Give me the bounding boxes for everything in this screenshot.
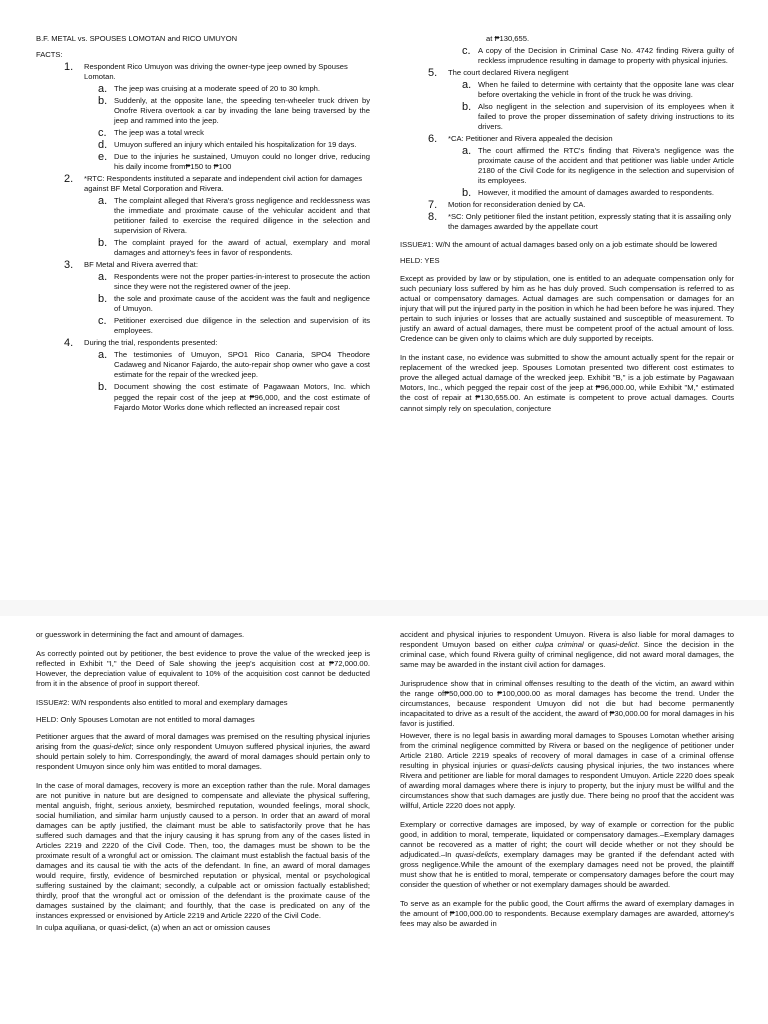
subitem-marker: c. bbox=[98, 315, 107, 328]
page1-right-column bbox=[400, 34, 734, 596]
paragraph bbox=[400, 820, 734, 890]
italic-term: quasi-delicts bbox=[511, 761, 554, 771]
fact-item bbox=[400, 68, 734, 132]
italic-term: quasi-delict bbox=[598, 640, 638, 650]
page1-left-column bbox=[36, 34, 370, 596]
text-run: or bbox=[583, 640, 599, 650]
document-page-2 bbox=[0, 616, 768, 1024]
subitem-text: A copy of the Decision in Criminal Case No. 4742 finding Rivera guilty of reckless imprudence resulting in damage to property with physical injuries. bbox=[478, 46, 734, 66]
fact-text: *CA: Petitioner and Rivera appealed the decision bbox=[448, 134, 613, 144]
case-title: B.F. METAL vs. SPOUSES LOMOTAN and RICO UMUYON bbox=[36, 34, 238, 43]
fact-text: BF Metal and Rivera averred that: bbox=[84, 260, 198, 270]
subitem-marker: a. bbox=[98, 195, 108, 208]
fact-subitem bbox=[448, 146, 734, 186]
held-1: HELD: YES bbox=[400, 256, 440, 266]
fact-item bbox=[36, 260, 370, 336]
fact-subitem bbox=[84, 238, 370, 258]
subitem-text: The jeep was cruising at a moderate speed of 20 to 30 kmph. bbox=[114, 84, 320, 94]
issue-2: ISSUE#2: W/N respondents also entitled to moral and exemplary damages bbox=[36, 698, 288, 708]
subitem-text: Respondents were not the proper parties-in-interest to prosecute the action since they were not the registered owner of the jeep. bbox=[114, 272, 370, 292]
page2-left-column bbox=[36, 630, 370, 1024]
subitem-marker: c. bbox=[462, 45, 471, 58]
issue-1: ISSUE#1: W/N the amount of actual damages based only on a job estimate should be lowered bbox=[400, 240, 718, 250]
paragraph bbox=[400, 731, 734, 811]
fact-sublist bbox=[84, 272, 370, 336]
paragraph bbox=[400, 630, 734, 670]
subitem-text: The complaint alleged that Rivera's gross negligence and recklessness was the immediate and proximate cause of the vehicular accident and that petitioner failed to exercise the required diligence in the selection and supervision of Rivera. bbox=[114, 196, 370, 236]
facts-list-left bbox=[36, 62, 370, 413]
subitem-marker: a. bbox=[98, 271, 108, 284]
fact-subitem bbox=[84, 152, 370, 172]
fact-item bbox=[400, 212, 734, 232]
fact-text: During the trial, respondents presented: bbox=[84, 338, 218, 348]
subitem-marker: b. bbox=[98, 381, 108, 394]
subitem-text: Petitioner exercised due diligence in the selection and supervision of its employees. bbox=[114, 316, 370, 336]
fact-text: Motion for reconsideration denied by CA. bbox=[448, 200, 586, 210]
fact-number: 1. bbox=[64, 61, 74, 74]
fact-subitem bbox=[448, 188, 734, 198]
subitem-marker: a. bbox=[98, 349, 108, 362]
fact-number: 4. bbox=[64, 337, 74, 350]
fact-number: 7. bbox=[428, 199, 438, 212]
paragraph: To serve as an example for the public good, the Court affirms the award of exemplary damages in the amount of ₱100,000.00 to respondents. Because exemplary damages are awarded, attorney's fees may also be awarded in bbox=[400, 899, 734, 929]
fact-subitem bbox=[448, 80, 734, 100]
fact-subitem bbox=[84, 382, 370, 412]
fact-text: Respondent Rico Umuyon was driving the owner-type jeep owned by Spouses Lomotan. bbox=[84, 62, 348, 82]
subitem-text: However, it modified the amount of damages awarded to respondents. bbox=[478, 188, 714, 198]
paragraph: In culpa aquiliana, or quasi-delict, (a) when an act or omission causes bbox=[36, 923, 271, 933]
subitem-text: The testimonies of Umuyon, SPO1 Rico Canaria, SPO4 Theodore Cadaweg and Nicanor Fajardo, the auto-repair shop owner who gave a cost estimate for the repair of the wrecked jeep. bbox=[114, 350, 370, 380]
subitem-text: The jeep was a total wreck bbox=[114, 128, 204, 138]
fact-sublist bbox=[84, 196, 370, 258]
subitem-marker: b. bbox=[98, 237, 108, 250]
fact-sublist bbox=[448, 80, 734, 132]
page2-right-column bbox=[400, 630, 734, 1024]
subitem-marker: a. bbox=[462, 145, 472, 158]
fact-item bbox=[36, 338, 370, 412]
text-run: Exemplary or corrective damages are imposed, by way of example or correction for the public good, in addition to moral, temperate, liquidated or compensatory damages.–Exemplary damages cannot be recovered as a matter of right; the court will decide whether or not they should be adjudicated.–In bbox=[400, 820, 734, 860]
fact-subitem bbox=[84, 316, 370, 336]
subitem-text: Umuyon suffered an injury which entailed his hospitalization for 19 days. bbox=[114, 140, 357, 150]
subitem-text: the sole and proximate cause of the accident was the fault and negligence of Umuyon. bbox=[114, 294, 370, 314]
subitem-marker: b. bbox=[98, 95, 108, 108]
subitem-text: When he failed to determine with certainty that the opposite lane was clear before overtaking the vehicle in front of the truck he was driving. bbox=[478, 80, 734, 100]
paragraph: As correctly pointed out by petitioner, the best evidence to prove the value of the wrecked jeep is reflected in Exhibit "I," the Deed of Sale showing the jeep's acquisition cost at ₱72,000.00. However, the depreciation value of equivalent to 10% of the acquisition cost cannot be deducted from it in the absence of proof in support thereof. bbox=[36, 649, 370, 689]
fact-sublist bbox=[84, 350, 370, 412]
text-run: causing physical injuries, the two instances where Rivera and petitioner are liable for moral damages to respondent Umuyon. Article 2220 does speak of awarding moral damages where there is injury to property, but the injury must be willful and the circumstances show that such damages are justly due. There being no proof that the accident was willful, Article 2220 does not apply. bbox=[400, 761, 734, 811]
text-run: accident and physical injuries to respondent Umuyon. Rivera is also liable for moral damages to respondent Umuyon based on either bbox=[400, 630, 734, 650]
fact-subitem bbox=[84, 196, 370, 236]
fact-subitem bbox=[84, 140, 370, 150]
paragraph: In the instant case, no evidence was submitted to show the amount actually spent for the repair or replacement of the wrecked jeep. Spouses Lomotan presented two different cost estimates to prove the alleged actual damage of the wrecked jeep. Exhibit "B," is a job estimate by Pagawaan Motors, Inc., which pegged the repair cost of the jeep at ₱96,000.00, while Exhibit "M," estimated the cost of repair at ₱130,655.00. An estimate is competent to prove actual damages. Courts cannot simply rely on speculation, conjecture bbox=[400, 353, 734, 413]
fact-subitem bbox=[84, 84, 370, 94]
fact-item bbox=[36, 174, 370, 258]
paragraph: Except as provided by law or by stipulation, one is entitled to an adequate compensation only for such pecuniary loss suffered by him as he has duly proved. Such compensation is referred to as actual or compensatory damages. Actual damages are such compensation or damages for an injury that will put the injured party in the position in which he had been before he was injured. They pertain to such injuries or losses that are actually sustained and susceptible of measurement. To justify an award of actual damages, there must be competent proof of the actual amount of loss. Credence can be given only to claims which are duly supported by receipts. bbox=[400, 274, 734, 344]
subitem-text: Also negligent in the selection and supervision of its employees when it failed to prove the proper dissemination of safety driving instructions to its drivers. bbox=[478, 102, 734, 132]
text-run: ; since only respondent Umuyon suffered physical injuries, the award should pertain solely to him. Correspondingly, the award of moral damages should pertain only to respondent Umuyon since only him was entitled to moral damages. bbox=[36, 742, 370, 772]
paragraph: In the case of moral damages, recovery is more an exception rather than the rule. Moral damages are not punitive in nature but are designed to compensate and alleviate the physical suffering, mental anguish, fright, serious anxiety, besmirched reputation, wounded feelings, moral shock, social humiliation, and similar harm unjustly caused to a person. In order that an award of moral damages can be aptly justified, the claimant must be able to satisfactorily prove that he has suffered such damages and that the injury causing it has sprung from any of the cases listed in Articles 2219 and 2220 of the Civil Code. Then, too, the damages must be shown to be the proximate result of a wrongful act or omission. The claimant must establish the factual basis of the damages and its causal tie with the acts of the defendant. In fine, an award of moral damages would require, firstly, evidence of besmirched reputation or physical, mental or psychological suffering sustained by the claimant; secondly, a culpable act or omission factually established; thirdly, proof that the wrongful act or omission of the defendant is the proximate cause of the damages sustained by the claimant; and fourthly, that the case is predicated on any of the instances expressed or envisioned by Article 2219 and Article 2220 of the Civil Code. bbox=[36, 781, 370, 921]
subitem-marker: a. bbox=[462, 79, 472, 92]
fact-subitem bbox=[84, 294, 370, 314]
fact-number: 5. bbox=[428, 67, 438, 80]
subitem-text: The court affirmed the RTC's finding that Rivera's negligence was the proximate cause of the accident and that petitioner was liable under Article 2180 of the Civil Code for its negligence in the selection and supervision of its employees. bbox=[478, 146, 734, 186]
paragraph bbox=[36, 732, 370, 772]
subitem-marker: b. bbox=[462, 187, 472, 200]
fact-sublist bbox=[84, 84, 370, 172]
fact-text: *RTC: Respondents instituted a separate and independent civil action for damages against BF Metal Corporation and Rivera. bbox=[84, 174, 363, 194]
facts-list-right bbox=[400, 68, 734, 232]
fact-number: 2. bbox=[64, 173, 74, 186]
subitem-marker: b. bbox=[462, 101, 472, 114]
fact-number: 8. bbox=[428, 211, 438, 224]
subitem-marker: b. bbox=[98, 293, 108, 306]
fact-subitem bbox=[84, 128, 370, 138]
paragraph: or guesswork in determining the fact and amount of damages. bbox=[36, 630, 245, 639]
subitem-marker: d. bbox=[98, 139, 108, 152]
fact-item bbox=[400, 134, 734, 198]
subitem-marker: c. bbox=[98, 127, 107, 140]
fact-text: *SC: Only petitioner filed the instant petition, expressly stating that it is assailing only the damages awarded by the appellate court bbox=[448, 212, 732, 232]
text-run: . Since the decision in the criminal case, which found Rivera guilty of criminal negligence, did not award moral damages, the same may be awarded in the instant civil action for damages. bbox=[400, 640, 734, 670]
subitem-text: Suddenly, at the opposite lane, the speeding ten-wheeler truck driven by Onofre Rivera overtook a car by invading the lane being traversed by the jeep and rammed into the jeep. bbox=[114, 96, 370, 126]
fact-text: The court declared Rivera negligent bbox=[448, 68, 569, 78]
italic-term: quasi-delicts bbox=[455, 850, 498, 860]
subitem-text: Document showing the cost estimate of Pagawaan Motors, Inc. which pegged the repair cost of the jeep at ₱96,000, and the cost estimate of Fajardo Motor Works done which reflected an increased repair cost bbox=[114, 382, 370, 412]
fact-number: 6. bbox=[428, 133, 438, 146]
fact-number: 3. bbox=[64, 259, 74, 272]
continued-text: at ₱130,655. bbox=[486, 34, 530, 43]
held-2: HELD: Only Spouses Lomotan are not entitled to moral damages bbox=[36, 715, 255, 725]
fact-subitem bbox=[84, 350, 370, 380]
subitem-marker: e. bbox=[98, 151, 108, 164]
fact-item bbox=[36, 62, 370, 172]
italic-term: quasi-delict bbox=[92, 742, 132, 752]
fact-item bbox=[400, 200, 734, 210]
facts-sublist-continued bbox=[448, 46, 734, 66]
fact-subitem bbox=[448, 46, 734, 66]
fact-sublist bbox=[448, 146, 734, 198]
paragraph: Jurisprudence show that in criminal offenses resulting to the death of the victim, an award within the range of₱50,000.00 to ₱100,000.00 as moral damages has become the trend. Under the circumstances, because respondent Umuyon did not die but had become permanently incapacitated to drive as a result of the accident, the award of ₱30,000.00 for moral damages in his favor is justified. bbox=[400, 679, 734, 729]
facts-heading: FACTS: bbox=[36, 50, 63, 60]
subitem-text: Due to the injuries he sustained, Umuyon could no longer drive, reducing his daily income from₱150 to ₱100 bbox=[114, 152, 370, 172]
subitem-text: The complaint prayed for the award of actual, exemplary and moral damages and attorney's fees in favor of respondents. bbox=[114, 238, 370, 258]
fact-subitem bbox=[448, 102, 734, 132]
text-run: , exemplary damages may be granted if the defendant acted with gross negligence.While the amount of the exemplary damages need not be proved, the plaintiff must show that he is entitled to moral, temperate or compensatory damages before the court may consider the question of whether or not exemplary damages should be awarded. bbox=[400, 850, 734, 890]
text-run: Petitioner argues that the award of moral damages was premised on the resulting physical injuries arising from the bbox=[36, 732, 370, 752]
page-gap bbox=[0, 600, 768, 616]
text-run: However, there is no legal basis in awarding moral damages to Spouses Lomotan whether arising from the criminal negligence committed by Rivera or based on the negligence of petitioner under Article 2180. Article 2219 speaks of recovery of moral damages in case of a criminal offense resulting in physical injuries or bbox=[400, 731, 734, 771]
italic-term: culpa criminal bbox=[535, 640, 584, 650]
subitem-marker: a. bbox=[98, 83, 108, 96]
fact-subitem bbox=[84, 272, 370, 292]
fact-subitem bbox=[84, 96, 370, 126]
